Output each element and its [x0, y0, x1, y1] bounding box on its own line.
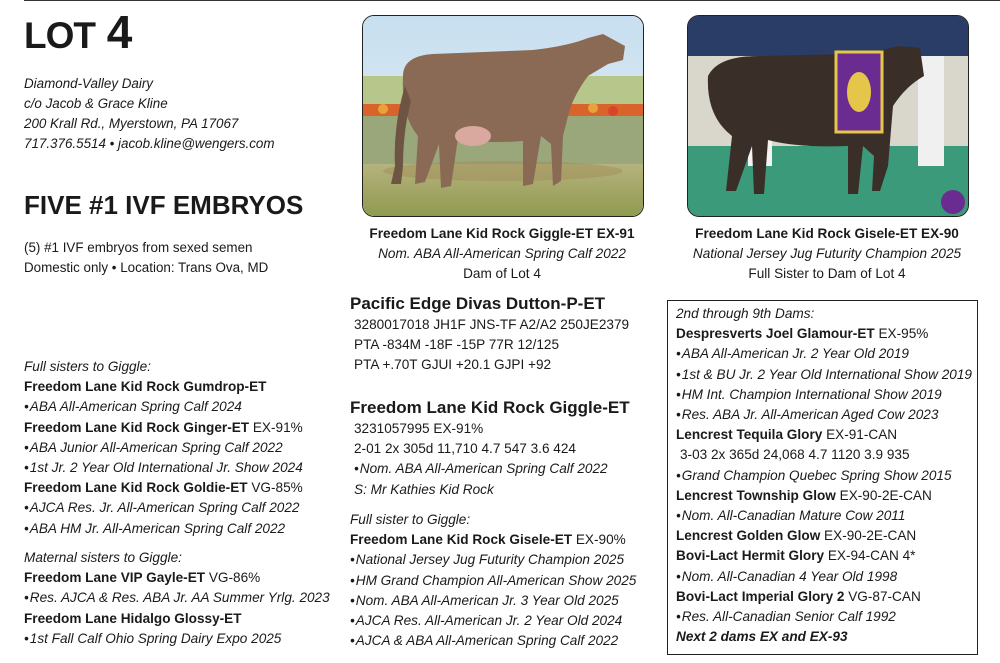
- sister-name: Freedom Lane Kid Rock Goldie-ET: [24, 480, 248, 496]
- embryo-line: (5) #1 IVF embryos from sexed semen: [24, 240, 253, 255]
- full-sister-heading: Full sister to Giggle:: [350, 512, 471, 527]
- caption-gisele: [677, 224, 977, 284]
- dams-box: [667, 300, 978, 655]
- dam-2-name: Despresverts Joel Glamour-ET: [676, 326, 875, 342]
- sister-score: EX-91%: [249, 419, 303, 435]
- award-item: • ABA All-American Spring Calf 2024: [24, 397, 303, 417]
- caption-gisele-relation: Full Sister to Dam of Lot 4: [748, 266, 906, 281]
- award-item: • 1st & BU Jr. 2 Year Old International Show 2019: [676, 365, 977, 385]
- award-item: • HM Int. Champion International Show 2019: [676, 385, 977, 405]
- dam-sire: S: Mr Kathies Kid Rock: [354, 481, 494, 497]
- sire-id-line: 3280017018 JH1F JNS-TF A2/A2 250JE2379: [354, 317, 630, 332]
- embryo-details: [24, 238, 268, 278]
- dam-registration: 3231057995 EX-91%: [354, 421, 484, 436]
- caption-giggle-relation: Dam of Lot 4: [463, 266, 541, 281]
- dam-2-score: EX-95%: [874, 326, 929, 342]
- award-item: • ABA HM Jr. All-American Spring Calf 2022: [24, 519, 303, 539]
- dam-name: Freedom Lane Kid Rock Giggle-ET: [350, 398, 630, 417]
- caption-giggle-award: Nom. ABA All-American Spring Calf 2022: [378, 246, 626, 261]
- award-item: • HM Grand Champion All-American Show 2025: [350, 571, 636, 591]
- caption-gisele-name: Freedom Lane Kid Rock Gisele-ET EX-90: [695, 226, 959, 241]
- offering-headline: FIVE #1 IVF EMBRYOS: [24, 190, 304, 220]
- dam-3-score: EX-91-CAN: [822, 427, 898, 443]
- award-item: • Res. ABA Jr. All-American Aged Cow 2023: [676, 405, 977, 425]
- award-item: • AJCA Res. All-American Jr. 2 Year Old 2024: [350, 611, 636, 631]
- full-sisters-heading: Full sisters to Giggle:: [24, 359, 151, 374]
- cow-photo-giggle: [363, 16, 643, 216]
- lot-title: [24, 4, 131, 64]
- award-item: • AJCA & ABA All-American Spring Calf 2022: [350, 631, 636, 651]
- dam-award: • Nom. ABA All-American Spring Calf 2022: [350, 459, 630, 479]
- full-sisters-block: [24, 357, 303, 539]
- dam-6-score: EX-94-CAN 4*: [824, 548, 916, 564]
- dam-record: 2-01 2x 305d 11,710 4.7 547 3.6 424: [354, 441, 576, 457]
- lot-number: 4: [106, 6, 132, 58]
- sire-block: [350, 293, 629, 376]
- award-item: • AJCA Res. Jr. All-American Spring Calf 2022: [24, 498, 303, 518]
- caption-giggle-name: Freedom Lane Kid Rock Giggle-ET EX-91: [369, 226, 635, 241]
- dam-5-name: Lencrest Golden Glow: [676, 528, 821, 544]
- embryo-location: Domestic only • Location: Trans Ova, MD: [24, 260, 269, 275]
- dam-4-score: EX-90-2E-CAN: [835, 487, 932, 503]
- award-item: • National Jersey Jug Futurity Champion 2025: [350, 550, 636, 570]
- award-item: • Nom. All-Canadian Mature Cow 2011: [676, 506, 977, 526]
- award-item: • ABA All-American Jr. 2 Year Old 2019: [676, 344, 977, 364]
- sister-score: VG-86%: [205, 570, 261, 586]
- top-rule: [24, 0, 1000, 1]
- cow-photo-gisele: [688, 16, 968, 216]
- award-item: • 1st Fall Calf Ohio Spring Dairy Expo 2025: [24, 629, 330, 649]
- sister-name: Freedom Lane Hidalgo Glossy-ET: [24, 610, 242, 626]
- owner-names: c/o Jacob & Grace Kline: [24, 96, 168, 111]
- dams-heading: 2nd through 9th Dams:: [676, 306, 815, 321]
- award-item: • Res. AJCA & Res. ABA Jr. AA Summer Yrlg. 2023: [24, 588, 330, 608]
- full-sister-score: EX-90%: [572, 532, 626, 548]
- dam-4-name: Lencrest Township Glow: [676, 487, 836, 503]
- dam-3-name: Lencrest Tequila Glory: [676, 427, 823, 443]
- dams-footer: Next 2 dams EX and EX-93: [676, 629, 848, 645]
- sister-name: Freedom Lane Kid Rock Gumdrop-ET: [24, 379, 267, 395]
- dam-7-name: Bovi-Lact Imperial Glory 2: [676, 588, 845, 604]
- full-sister-name: Freedom Lane Kid Rock Gisele-ET: [350, 532, 573, 548]
- sister-score: VG-85%: [247, 480, 303, 496]
- dam-7-score: VG-87-CAN: [844, 588, 921, 604]
- address: 200 Krall Rd., Myerstown, PA 17067: [24, 116, 239, 131]
- phone-email[interactable]: 717.376.5514 • jacob.kline@wengers.com: [24, 136, 275, 151]
- award-item: • Res. All-Canadian Senior Calf 1992: [676, 607, 977, 627]
- caption-gisele-award: National Jersey Jug Futurity Champion 2025: [692, 246, 962, 261]
- consignor-contact: [24, 74, 275, 154]
- maternal-sisters-heading: Maternal sisters to Giggle:: [24, 550, 182, 565]
- full-sister-block: [350, 510, 636, 651]
- photo-giggle: [362, 15, 644, 217]
- dam-5-score: EX-90-2E-CAN: [820, 528, 917, 544]
- sister-name: Freedom Lane VIP Gayle-ET: [24, 570, 206, 586]
- dam-3-record: 3-03 2x 365d 24,068 4.7 1120 3.9 935: [680, 447, 910, 463]
- award-item: • 1st Jr. 2 Year Old International Jr. Show 2024: [24, 458, 303, 478]
- sister-name: Freedom Lane Kid Rock Ginger-ET: [24, 419, 250, 435]
- award-item: • Grand Champion Quebec Spring Show 2015: [676, 466, 977, 486]
- sire-pta-line: PTA -834M -18F -15P 77R 12/125: [354, 337, 560, 353]
- dam-block: [350, 397, 630, 500]
- dam-6-name: Bovi-Lact Hermit Glory: [676, 548, 825, 564]
- award-item: • Nom. ABA All-American Jr. 3 Year Old 2025: [350, 591, 636, 611]
- award-item: • ABA Junior All-American Spring Calf 2022: [24, 438, 303, 458]
- farm-name: Diamond-Valley Dairy: [24, 76, 153, 91]
- sire-pta-line-2: PTA +.70T GJUI +20.1 GJPI +92: [354, 357, 552, 373]
- maternal-sisters-block: [24, 548, 330, 649]
- lot-word: LOT: [24, 15, 95, 56]
- award-item: • Nom. All-Canadian 4 Year Old 1998: [676, 567, 977, 587]
- caption-giggle: [352, 224, 652, 284]
- photo-gisele: [687, 15, 969, 217]
- sire-name: Pacific Edge Divas Dutton-P-ET: [350, 294, 606, 313]
